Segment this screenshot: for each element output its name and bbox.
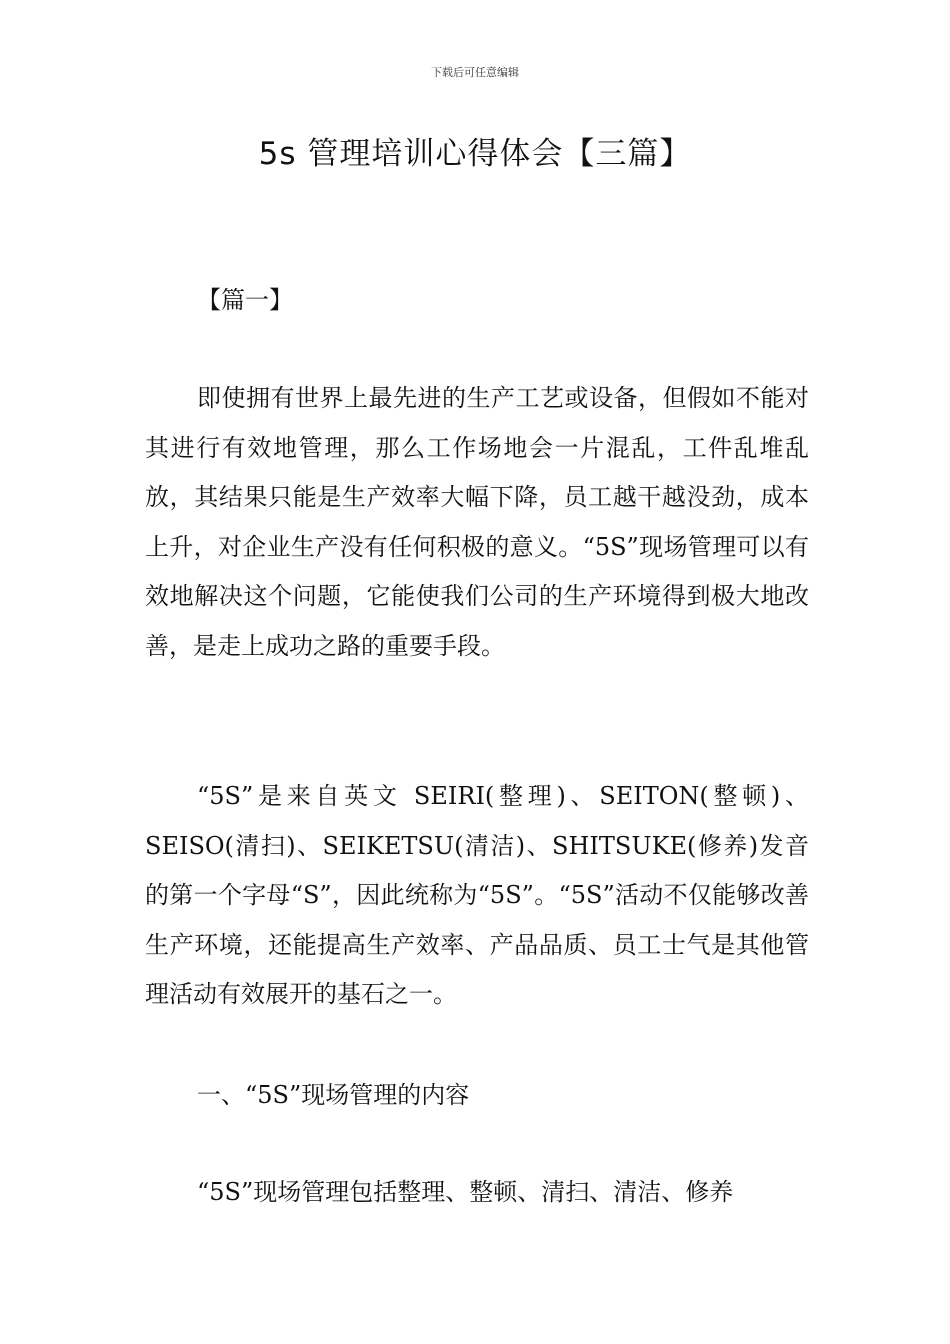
section-heading: 【篇一】 xyxy=(197,286,293,314)
header-note: 下载后可任意编辑 xyxy=(431,66,519,79)
document-title: 5s 管理培训心得体会【三篇】 xyxy=(258,136,692,172)
paragraph: “5S”是来自英文 SEIRI(整理)、SEITON(整顿)、SEISO(清扫)、SEIKETSU(清洁)、SHITSUKE(修养)发音的第一个字母“S”，因此统称为“5S”。“5S”活动不仅能够改善生产环境，还能提高生产效率、产品品质、员工士气是其他管理活动有效展开的基石之一。 xyxy=(145,782,809,1008)
paragraph: 即使拥有世界上最先进的生产工艺或设备，但假如不能对其进行有效地管理，那么工作场地会一片混乱，工件乱堆乱放，其结果只能是生产效率大幅下降，员工越干越没劲，成本上升，对企业生产没有任何积极的意义。“5S”现场管理可以有效地解决这个问题，它能使我们公司的生产环境得到极大地改善，是走上成功之路的重要手段。 xyxy=(145,384,809,660)
paragraph: “5S”现场管理包括整理、整顿、清扫、清洁、修养 xyxy=(197,1178,734,1206)
subheading: 一、“5S”现场管理的内容 xyxy=(197,1081,470,1109)
